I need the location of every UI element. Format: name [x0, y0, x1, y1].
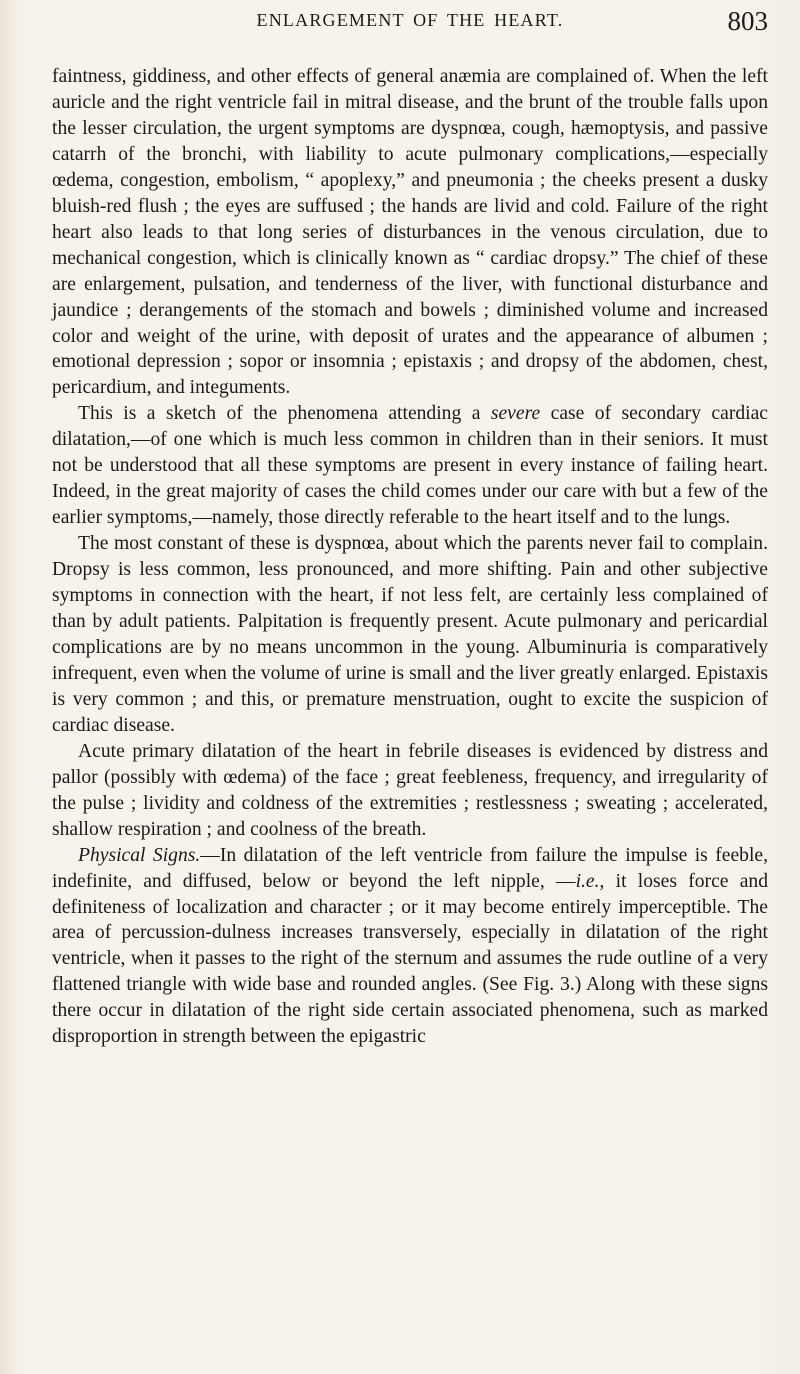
- paragraph-2-text-a: This is a sketch of the phenomena attending a: [78, 403, 491, 425]
- paragraph-2: [52, 401, 768, 531]
- paragraph-4: Acute primary dilatation of the heart in febrile diseases is evidenced by distress and pallor (possibly with œdema) of the face ; great feebleness, frequency, and irregularity of the pulse ; lividity and coldness of the extremities ; restlessness ; sweating ; accelerated, shallow respiration ; and coolness of the breath.: [52, 740, 768, 840]
- paragraph-3: The most constant of these is dyspnœa, about which the parents never fail to complain. Dropsy is less common, less pronounced, and more shifting. Pain and other subjective symptoms in connection with the heart, if not less felt, are certainly less complained of than by adult patients. Palpitation is frequently present. Acute pulmonary and pericardial complications are by no means uncommon in the young. Albuminuria is comparatively infrequent, even when the volume of urine is small and the liver greatly enlarged. Epistaxis is very common ; and this, or premature menstruation, ought to excite the suspicion of cardiac disease.: [52, 533, 768, 736]
- paragraph-2-text-b: case of secondary cardiac dilatation,—of one which is much less common in children than in their seniors. It must not be understood that all these symptoms are present in every instance of failing heart. Indeed, in the great majority of cases the child comes under our care with but a few of the earlier symptoms,—namely, those directly referable to the heart itself and to the lungs.: [52, 403, 768, 529]
- section-lead-physical-signs: Physical Signs.: [78, 844, 201, 866]
- paragraph-5-text-a: —In dilatation of the left ventricle from failure the impulse is feeble, indefinite, and diffused, below or beyond the left nipple, —: [52, 844, 768, 892]
- paragraph-5-emphasis: i.e.: [575, 870, 600, 892]
- paragraph-2-emphasis: severe: [490, 403, 541, 425]
- paragraph-1: faintness, giddiness, and other effects of general anæmia are complained of. When the left auricle and the right ventricle fail in mitral disease, and the brunt of the trouble falls upon the lesser circulation, the urgent symptoms are dyspnœa, cough, hæmoptysis, and passive catarrh of the bronchi, with liability to acute pulmonary complications,—especially œdema, congestion, embolism, “ apoplexy,” and pneumonia ; the cheeks present a dusky bluish-red flush ; the eyes are suffused ; the hands are livid and cold. Failure of the right heart also leads to that long series of disturbances in the venous circulation, due to mechanical congestion, which is clinically known as “ cardiac dropsy.” The chief of these are enlargement, pulsation, and tenderness of the liver, with functional disturbance and jaundice ; derangements of the stomach and bowels ; diminished volume and increased color and weight of the urine, with deposit of urates and the appearance of albumen ; emotional depression ; sopor or insomnia ; epistaxis ; and dropsy of the abdomen, chest, pericardium, and integuments.: [52, 66, 768, 399]
- running-head: [52, 8, 768, 48]
- paragraph-5-text-b: , it loses force and definiteness of localization and character ; or it may become entirely imperceptible. The area of percussion-dulness increases transversely, especially in dilatation of the right ventricle, when it passes to the right of the sternum and assumes the rude outline of a very flattened triangle with wide base and rounded angles. (See Fig. 3.) Along with these signs there occur in dilatation of the right side certain associated phenomena, such as marked disproportion in strength between the epigastric: [52, 870, 768, 1048]
- body-text: [52, 64, 768, 1050]
- running-head-title: ENLARGEMENT OF THE HEART.: [256, 10, 564, 30]
- paragraph-5: [52, 843, 768, 1051]
- page-number: 803: [727, 6, 768, 36]
